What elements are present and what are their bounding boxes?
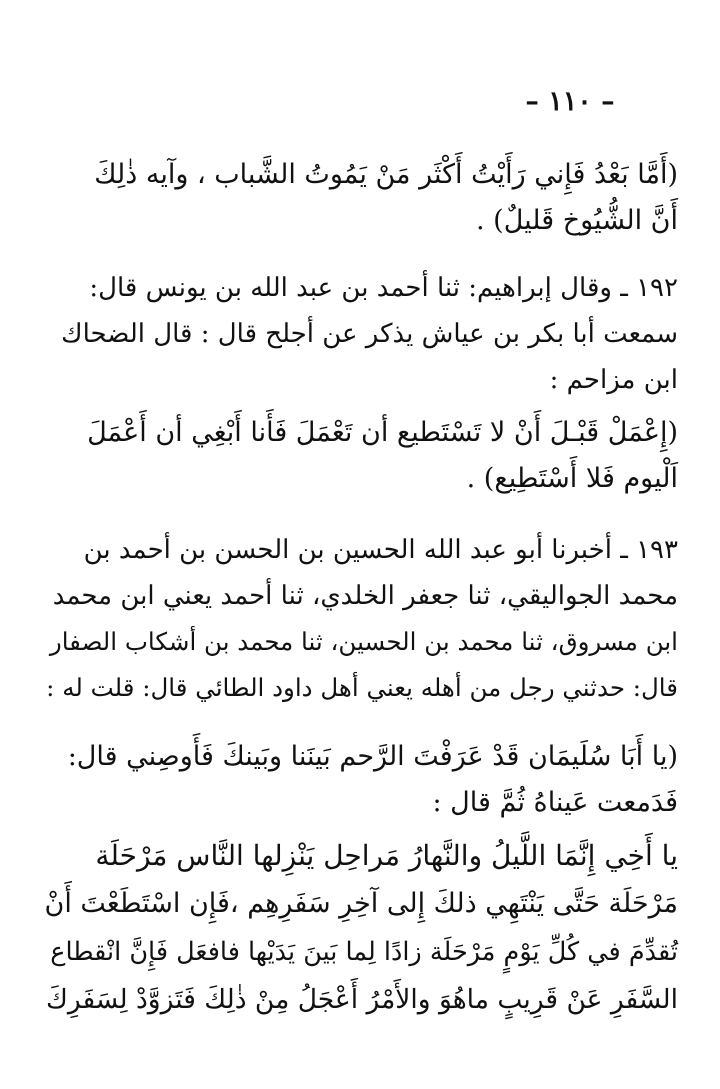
text-line: قال: حدثني رجل من أهله يعني أهل داود الطائي قال: قلت له : xyxy=(46,673,678,702)
text-line: ابن مسروق، ثنا محمد بن الحسين، ثنا محمد بن أشكاب الصفار xyxy=(49,627,678,656)
text-line: مَرْحَلَة حَتَّى يَنْتَهِي ذلكَ إِلى آخِرِ سَفَرِهِم ،فَإِن اسْتَطَعْتَ أَنْ xyxy=(44,888,678,919)
quote-block-1 xyxy=(42,152,678,244)
text-line: (أَمَّا بَعْدُ فَإِني رَأَيْتُ أَكْثَر مَنْ يَمُوتُ الشَّباب ، وآيه ذٰلِكَ xyxy=(94,159,678,190)
text-line: ١٩٣ ـ أخبرنا أبو عبد الله الحسين بن الحسن بن أحمد بن xyxy=(83,535,678,565)
text-line: السَّفَرِ عَنْ قَرِيبٍ ماهُوَ والأَمْرُ أَعْجَلُ مِنْ ذٰلِكَ فَتَزوَّدْ لِسَفَرِكَ xyxy=(45,984,678,1015)
text-line: اَلْيوم فَلا أَسْتَطِيع) . xyxy=(466,463,678,494)
text-line: (إِعْمَلْ قَبْـلَ أَنْ لا تَسْتَطيع أن تَعْمَلَ فَأَنا أَبْغِي أن أَعْمَلَ xyxy=(87,417,678,448)
text-line: أَنَّ الشُّيُوخ قَليلٌ) . xyxy=(476,205,678,236)
text-line: (يا أَبَا سُلَيمَان قَدْ عَرَفْتَ الرَّحم بَينَنا وبَينكَ فَأَوصِني قال: xyxy=(67,741,678,772)
text-line: سمعت أبا بكر بن عياش يذكر عن أجلح قال : قال الضحاك xyxy=(61,319,678,349)
narration-193 xyxy=(42,527,678,711)
text-line: محمد الجواليقي، ثنا جعفر الخلدي، ثنا أحمد يعني ابن محمد xyxy=(52,581,678,611)
page-number: – ١١٠ – xyxy=(525,86,615,117)
text-line: ابن مزاحم : xyxy=(549,365,678,395)
text-line: ١٩٢ ـ وقال إبراهيم: ثنا أحمد بن عبد الله بن يونس قال: xyxy=(89,273,678,303)
text-line: فَدَمعت عَيناهُ ثُمَّ قال : xyxy=(432,787,678,818)
quote-block-3 xyxy=(42,734,678,826)
quote-block-4 xyxy=(42,832,678,1024)
text-line: يا أَخِي إِنَّمَا اللَّيلُ والنَّهارُ مَراحِل يَنْزِلها النَّاس مَرْحَلَة xyxy=(95,839,678,872)
narration-192 xyxy=(42,265,678,403)
quote-block-2 xyxy=(42,410,678,502)
text-line: تُقدِّمَ في كُلِّ يَوْمٍ مَرْحَلَة زادًا لِما بَينَ يَدَيْها فافعَل فَإِنَّ انْقطاع xyxy=(50,937,678,967)
